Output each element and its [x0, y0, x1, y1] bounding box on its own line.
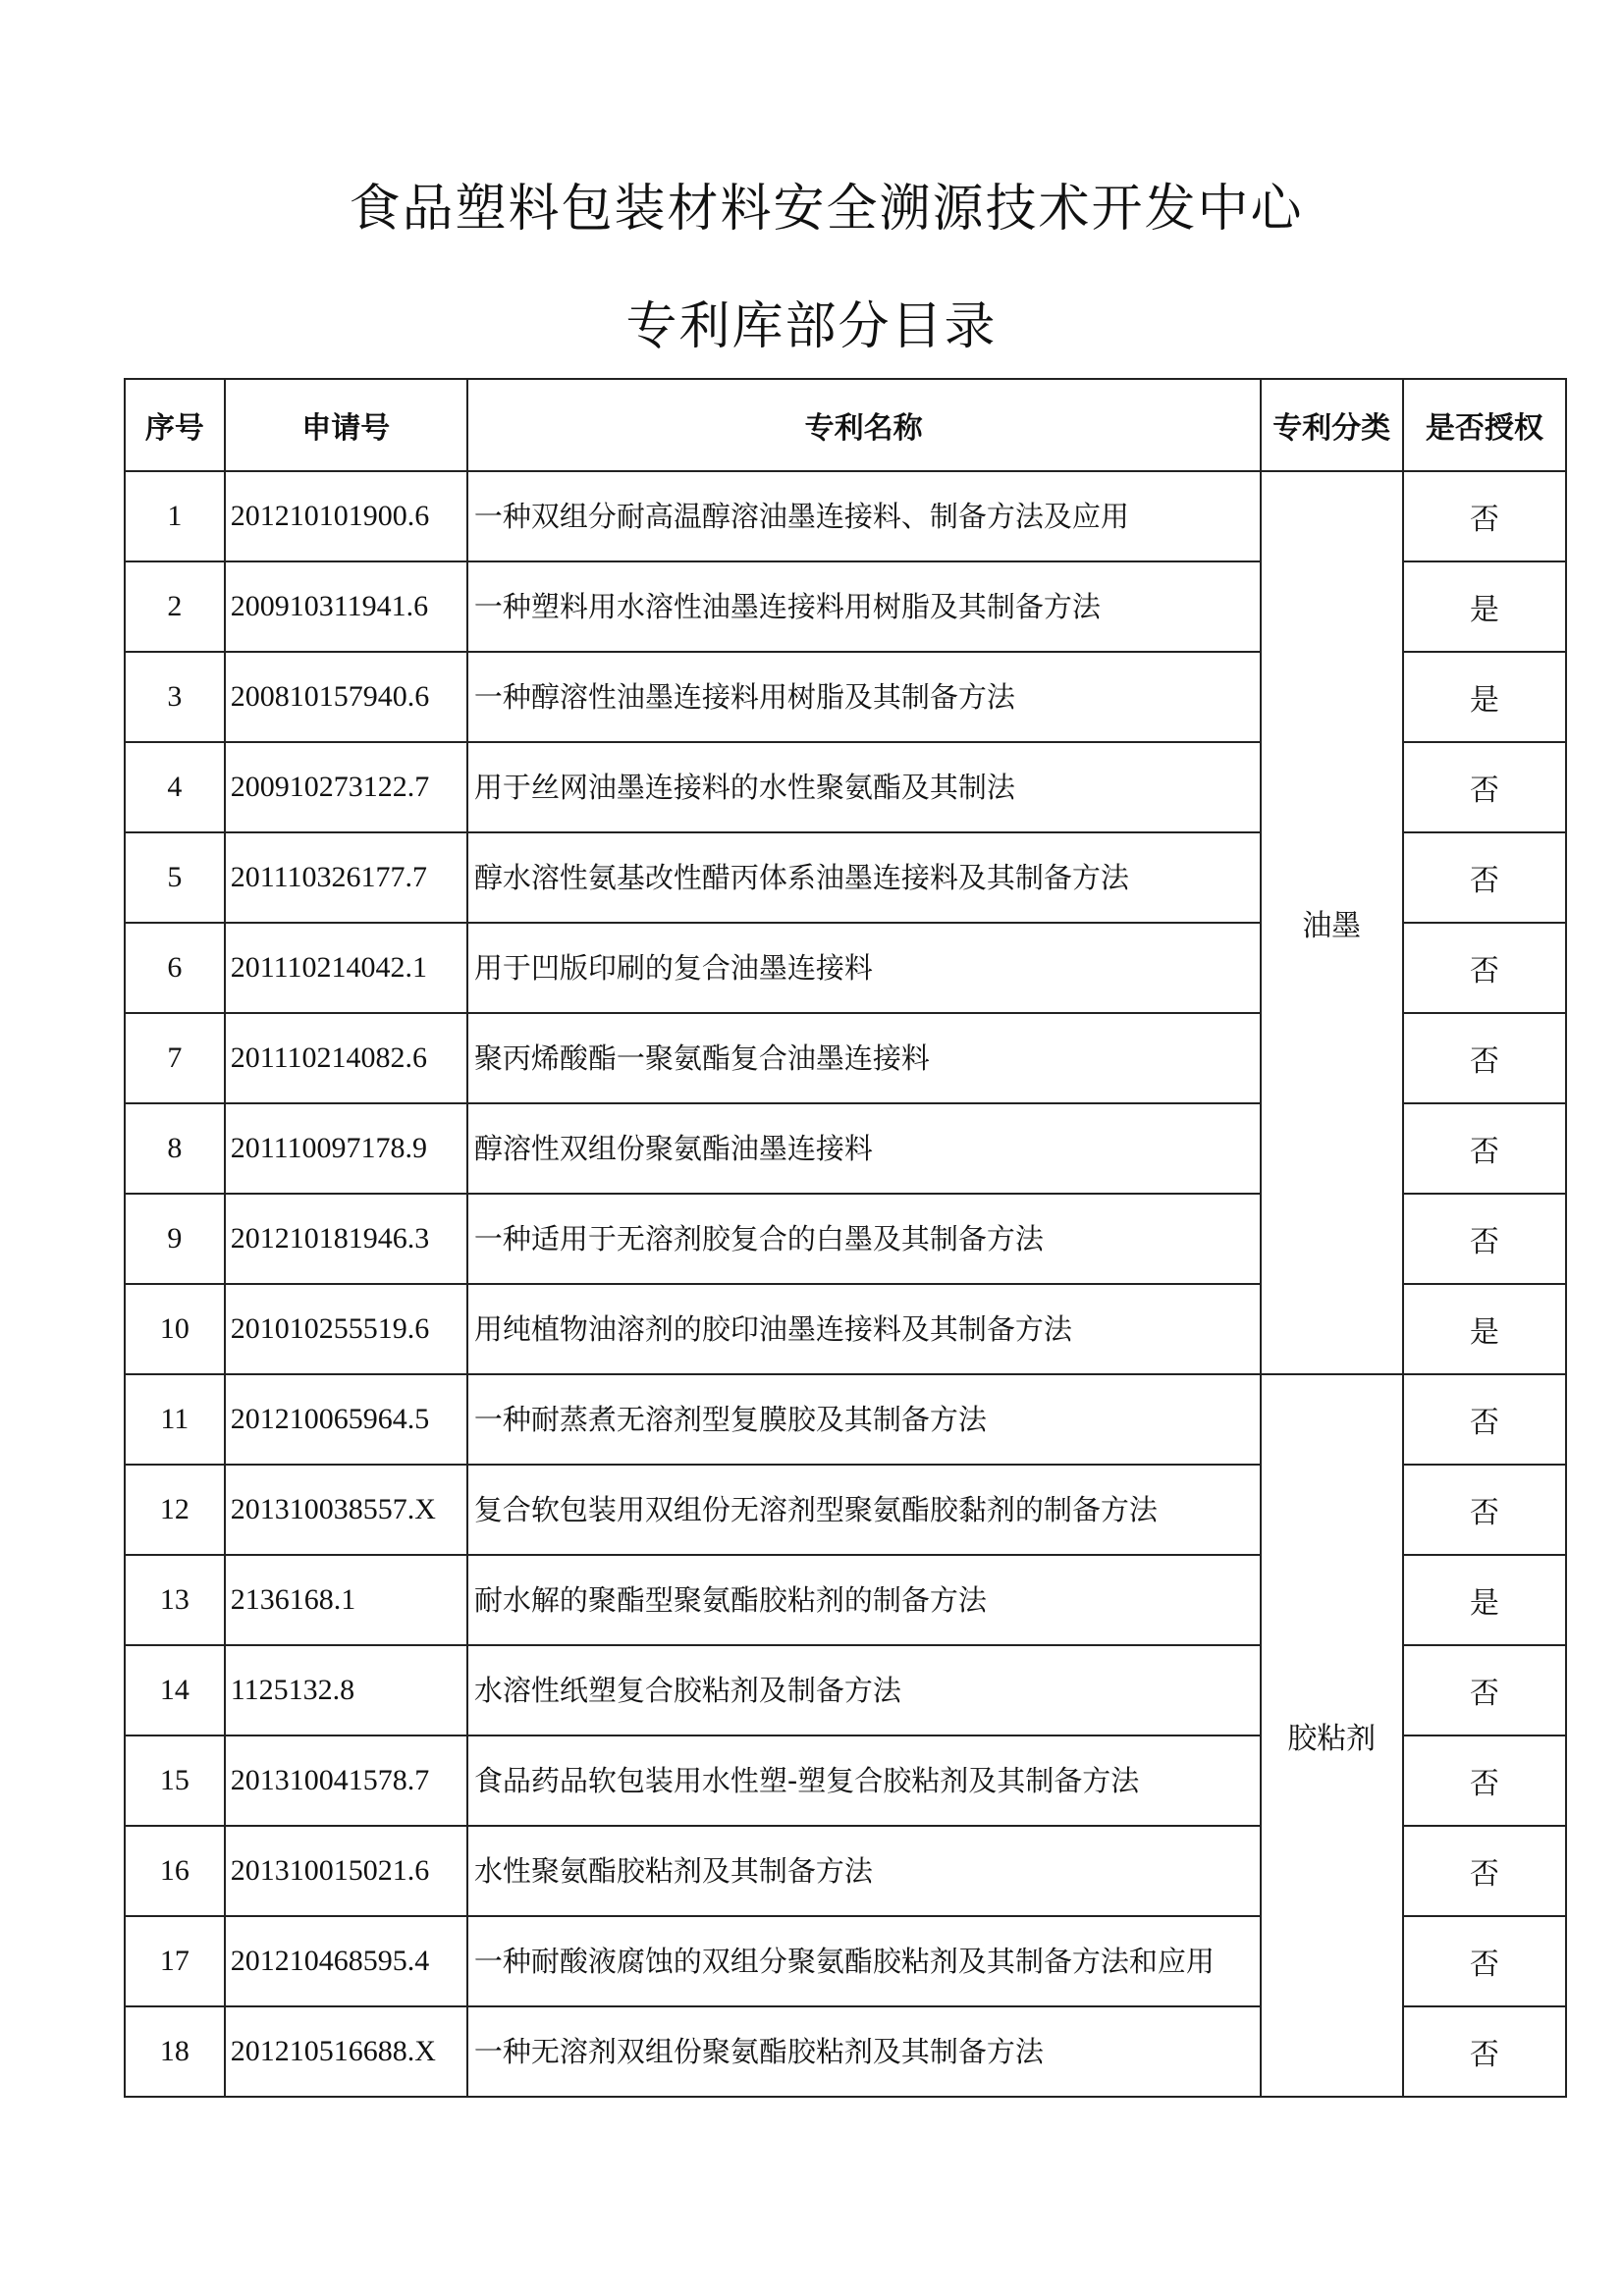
patent-name: 一种双组分耐高温醇溶油墨连接料、制备方法及应用: [467, 471, 1261, 561]
row-number: 2: [125, 561, 225, 652]
row-number: 4: [125, 742, 225, 832]
patent-name: 一种适用于无溶剂胶复合的白墨及其制备方法: [467, 1194, 1261, 1284]
header-application-no: 申请号: [225, 379, 467, 471]
document-subtitle: 专利库部分目录: [625, 297, 998, 356]
row-number: 8: [125, 1103, 225, 1194]
patent-name: 用纯植物油溶剂的胶印油墨连接料及其制备方法: [467, 1284, 1261, 1374]
granted-status: 否: [1403, 1826, 1566, 1916]
row-number: 17: [125, 1916, 225, 2006]
row-number: 5: [125, 832, 225, 923]
patent-category: 胶粘剂: [1261, 1374, 1403, 2097]
header-category: 专利分类: [1261, 379, 1403, 471]
granted-status: 否: [1403, 1735, 1566, 1826]
application-number: 201110214082.6: [225, 1013, 467, 1103]
application-number: 200910311941.6: [225, 561, 467, 652]
application-number: 201310015021.6: [225, 1826, 467, 1916]
table-body: [125, 471, 1566, 2097]
application-number: 201310038557.X: [225, 1465, 467, 1555]
row-number: 16: [125, 1826, 225, 1916]
granted-status: 是: [1403, 652, 1566, 742]
application-number: 201210468595.4: [225, 1916, 467, 2006]
application-number: 2136168.1: [225, 1555, 467, 1645]
row-number: 10: [125, 1284, 225, 1374]
application-number: 201210516688.X: [225, 2006, 467, 2097]
granted-status: 否: [1403, 1465, 1566, 1555]
application-number: 201010255519.6: [225, 1284, 467, 1374]
patent-name: 一种耐酸液腐蚀的双组分聚氨酯胶粘剂及其制备方法和应用: [467, 1916, 1261, 2006]
application-number: 200910273122.7: [225, 742, 467, 832]
row-number: 15: [125, 1735, 225, 1826]
patent-name: 水性聚氨酯胶粘剂及其制备方法: [467, 1826, 1261, 1916]
granted-status: 是: [1403, 561, 1566, 652]
application-number: 1125132.8: [225, 1645, 467, 1735]
granted-status: 否: [1403, 923, 1566, 1013]
patent-name: 水溶性纸塑复合胶粘剂及制备方法: [467, 1645, 1261, 1735]
patent-name: 一种耐蒸煮无溶剂型复膜胶及其制备方法: [467, 1374, 1261, 1465]
header-name: 专利名称: [467, 379, 1261, 471]
application-number: 201210101900.6: [225, 471, 467, 561]
table-row: [125, 471, 1566, 561]
application-number: 201110214042.1: [225, 923, 467, 1013]
patent-category: 油墨: [1261, 471, 1403, 1374]
granted-status: 否: [1403, 2006, 1566, 2097]
patent-name: 耐水解的聚酯型聚氨酯胶粘剂的制备方法: [467, 1555, 1261, 1645]
patent-name: 用于凹版印刷的复合油墨连接料: [467, 923, 1261, 1013]
granted-status: 否: [1403, 1194, 1566, 1284]
patent-name: 醇水溶性氨基改性醋丙体系油墨连接料及其制备方法: [467, 832, 1261, 923]
row-number: 1: [125, 471, 225, 561]
application-number: 200810157940.6: [225, 652, 467, 742]
application-number: 201110097178.9: [225, 1103, 467, 1194]
application-number: 201310041578.7: [225, 1735, 467, 1826]
patent-table: [124, 378, 1567, 2098]
table-row: [125, 1374, 1566, 1465]
row-number: 9: [125, 1194, 225, 1284]
granted-status: 否: [1403, 742, 1566, 832]
row-number: 12: [125, 1465, 225, 1555]
application-number: 201210181946.3: [225, 1194, 467, 1284]
patent-name: 一种无溶剂双组份聚氨酯胶粘剂及其制备方法: [467, 2006, 1261, 2097]
patent-name: 复合软包装用双组份无溶剂型聚氨酯胶黏剂的制备方法: [467, 1465, 1261, 1555]
header-no: 序号: [125, 379, 225, 471]
granted-status: 是: [1403, 1555, 1566, 1645]
granted-status: 是: [1403, 1284, 1566, 1374]
granted-status: 否: [1403, 1374, 1566, 1465]
granted-status: 否: [1403, 1103, 1566, 1194]
patent-name: 一种醇溶性油墨连接料用树脂及其制备方法: [467, 652, 1261, 742]
row-number: 7: [125, 1013, 225, 1103]
patent-name: 用于丝网油墨连接料的水性聚氨酯及其制法: [467, 742, 1261, 832]
granted-status: 否: [1403, 1645, 1566, 1735]
row-number: 14: [125, 1645, 225, 1735]
granted-status: 否: [1403, 1013, 1566, 1103]
row-number: 6: [125, 923, 225, 1013]
granted-status: 否: [1403, 832, 1566, 923]
patent-name: 一种塑料用水溶性油墨连接料用树脂及其制备方法: [467, 561, 1261, 652]
application-number: 201110326177.7: [225, 832, 467, 923]
table-header-row: [125, 379, 1566, 471]
document-title: 食品塑料包装材料安全溯源技术开发中心: [349, 180, 1304, 239]
row-number: 13: [125, 1555, 225, 1645]
patent-name: 聚丙烯酸酯一聚氨酯复合油墨连接料: [467, 1013, 1261, 1103]
patent-name: 食品药品软包装用水性塑-塑复合胶粘剂及其制备方法: [467, 1735, 1261, 1826]
granted-status: 否: [1403, 471, 1566, 561]
application-number: 201210065964.5: [225, 1374, 467, 1465]
row-number: 3: [125, 652, 225, 742]
granted-status: 否: [1403, 1916, 1566, 2006]
row-number: 18: [125, 2006, 225, 2097]
header-granted: 是否授权: [1403, 379, 1566, 471]
row-number: 11: [125, 1374, 225, 1465]
patent-name: 醇溶性双组份聚氨酯油墨连接料: [467, 1103, 1261, 1194]
